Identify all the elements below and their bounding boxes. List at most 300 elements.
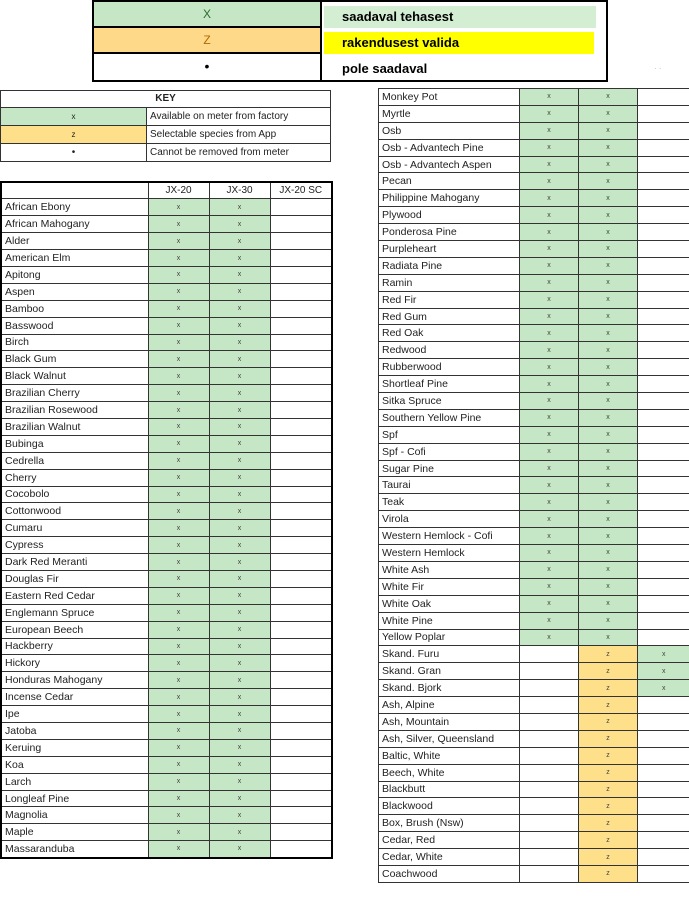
availability-cell: x [209, 266, 270, 283]
availability-cell [520, 764, 579, 781]
availability-cell: x [209, 621, 270, 638]
availability-cell: x [148, 469, 209, 486]
availability-cell: z [579, 781, 638, 798]
availability-cell: x [579, 190, 638, 207]
table-row [379, 105, 689, 122]
table-row [1, 250, 332, 267]
availability-cell: x [148, 723, 209, 740]
table-row [379, 798, 689, 815]
availability-cell [270, 824, 332, 841]
availability-cell: z [579, 764, 638, 781]
availability-cell: x [209, 807, 270, 824]
availability-cell: x [148, 486, 209, 503]
availability-cell: x [520, 291, 579, 308]
species-name: Osb - Advantech Pine [379, 139, 520, 156]
availability-cell: x [579, 291, 638, 308]
species-name: Ash, Mountain [379, 713, 520, 730]
availability-cell: x [209, 841, 270, 858]
availability-cell [270, 756, 332, 773]
availability-cell [270, 841, 332, 858]
table-row [1, 351, 332, 368]
availability-cell [270, 554, 332, 571]
species-name: Douglas Fir [1, 570, 148, 587]
availability-cell: x [520, 443, 579, 460]
availability-cell: x [209, 672, 270, 689]
availability-cell [638, 190, 689, 207]
availability-cell [270, 621, 332, 638]
availability-cell: x [579, 342, 638, 359]
availability-cell [638, 545, 689, 562]
species-name: Purpleheart [379, 241, 520, 258]
availability-cell: x [520, 545, 579, 562]
table-row [379, 291, 689, 308]
table-row [379, 849, 689, 866]
table-row [1, 334, 332, 351]
table-row [379, 781, 689, 798]
species-name: Baltic, White [379, 747, 520, 764]
species-table-right [378, 88, 689, 883]
availability-cell: x [148, 807, 209, 824]
availability-cell: x [579, 139, 638, 156]
availability-cell: x [520, 139, 579, 156]
species-name: Myrtle [379, 105, 520, 122]
species-name: Spf [379, 426, 520, 443]
availability-cell: x [209, 402, 270, 419]
availability-cell: x [209, 435, 270, 452]
species-name: African Mahogany [1, 216, 148, 233]
species-name: Redwood [379, 342, 520, 359]
species-name: Cedar, Red [379, 832, 520, 849]
availability-cell: z [579, 646, 638, 663]
availability-cell: x [520, 156, 579, 173]
table-row [1, 756, 332, 773]
availability-cell: x [579, 359, 638, 376]
availability-cell: x [209, 452, 270, 469]
table-row [379, 460, 689, 477]
species-name: Magnolia [1, 807, 148, 824]
availability-cell: x [520, 359, 579, 376]
availability-cell [270, 368, 332, 385]
table-row [379, 612, 689, 629]
availability-cell [638, 426, 689, 443]
availability-cell: x [520, 173, 579, 190]
availability-cell: x [579, 426, 638, 443]
availability-cell: x [520, 105, 579, 122]
availability-cell [270, 199, 332, 216]
availability-cell: x [520, 224, 579, 241]
table-row [379, 680, 689, 697]
availability-cell: x [209, 723, 270, 740]
availability-cell: x [148, 739, 209, 756]
availability-cell [520, 849, 579, 866]
table-row [379, 156, 689, 173]
availability-cell: x [148, 520, 209, 537]
key-row-fixed [1, 144, 330, 161]
availability-cell [270, 520, 332, 537]
availability-cell: x [209, 300, 270, 317]
availability-cell [270, 469, 332, 486]
table-row [379, 308, 689, 325]
availability-cell: x [579, 528, 638, 545]
species-name: Incense Cedar [1, 689, 148, 706]
availability-cell [638, 105, 689, 122]
availability-cell [638, 578, 689, 595]
availability-cell: x [209, 790, 270, 807]
species-name: Skand. Bjork [379, 680, 520, 697]
table-row [1, 621, 332, 638]
availability-cell: x [209, 334, 270, 351]
availability-cell: x [520, 190, 579, 207]
availability-cell: x [148, 402, 209, 419]
species-name: Cedar, White [379, 849, 520, 866]
table-row [1, 723, 332, 740]
species-name: Virola [379, 511, 520, 528]
species-name: Western Hemlock - Cofi [379, 528, 520, 545]
table-row [1, 604, 332, 621]
table-row [1, 841, 332, 858]
table-row [379, 561, 689, 578]
key-factory-symbol: x [1, 108, 147, 125]
availability-cell: x [579, 156, 638, 173]
availability-cell: x [579, 122, 638, 139]
species-name: Basswood [1, 317, 148, 334]
availability-cell: x [520, 409, 579, 426]
table-row [1, 402, 332, 419]
species-name: White Pine [379, 612, 520, 629]
availability-cell: z [579, 663, 638, 680]
availability-cell [638, 612, 689, 629]
table-row [379, 139, 689, 156]
key-fixed-text: Cannot be removed from meter [150, 147, 289, 158]
table-row [379, 274, 689, 291]
species-name: Southern Yellow Pine [379, 409, 520, 426]
availability-cell [638, 224, 689, 241]
availability-cell: x [520, 511, 579, 528]
availability-cell [270, 402, 332, 419]
availability-cell: x [520, 528, 579, 545]
availability-cell [638, 89, 689, 106]
availability-cell: x [520, 257, 579, 274]
legend-factory-label: saadaval tehasest [324, 6, 596, 28]
table-row [1, 739, 332, 756]
species-name: Radiata Pine [379, 257, 520, 274]
species-name: Osb [379, 122, 520, 139]
availability-cell [270, 385, 332, 402]
table-row [1, 824, 332, 841]
availability-cell [638, 764, 689, 781]
species-name: Longleaf Pine [1, 790, 148, 807]
availability-cell [638, 122, 689, 139]
availability-cell: x [520, 89, 579, 106]
availability-cell: x [579, 460, 638, 477]
availability-cell: x [148, 418, 209, 435]
species-name: Black Gum [1, 351, 148, 368]
table-row [1, 503, 332, 520]
availability-cell: x [148, 334, 209, 351]
table-row [379, 832, 689, 849]
species-name: Western Hemlock [379, 545, 520, 562]
availability-cell [270, 452, 332, 469]
species-name: Brazilian Rosewood [1, 402, 148, 419]
table-row [379, 257, 689, 274]
availability-cell: z [579, 832, 638, 849]
availability-cell: x [520, 477, 579, 494]
availability-cell: x [209, 824, 270, 841]
availability-cell [638, 629, 689, 646]
availability-cell: x [520, 494, 579, 511]
availability-cell [270, 283, 332, 300]
legend-selectable-label: rakendusest valida [324, 32, 594, 54]
availability-cell: x [520, 612, 579, 629]
species-name: Cottonwood [1, 503, 148, 520]
availability-cell [638, 460, 689, 477]
species-name: Blackbutt [379, 781, 520, 798]
availability-cell [638, 156, 689, 173]
availability-cell: x [520, 595, 579, 612]
availability-cell: x [520, 376, 579, 393]
table-row [379, 89, 689, 106]
availability-cell [638, 207, 689, 224]
table-row [379, 190, 689, 207]
species-name: Skand. Gran [379, 663, 520, 680]
table-row [1, 317, 332, 334]
table-row [1, 706, 332, 723]
availability-cell: x [520, 578, 579, 595]
availability-cell: x [148, 706, 209, 723]
availability-cell: x [579, 207, 638, 224]
table-row [1, 435, 332, 452]
availability-cell [638, 477, 689, 494]
availability-cell: z [579, 815, 638, 832]
table-row [379, 426, 689, 443]
availability-cell: x [579, 545, 638, 562]
table-row [1, 418, 332, 435]
availability-cell: x [209, 250, 270, 267]
availability-cell: z [579, 730, 638, 747]
table-row [379, 207, 689, 224]
availability-cell [638, 595, 689, 612]
key-row-selectable [1, 126, 330, 144]
species-name: Beech, White [379, 764, 520, 781]
availability-cell: z [579, 680, 638, 697]
availability-cell: x [579, 105, 638, 122]
availability-cell [520, 713, 579, 730]
table-row [1, 216, 332, 233]
availability-cell [520, 747, 579, 764]
availability-cell [638, 359, 689, 376]
species-name: Massaranduba [1, 841, 148, 858]
table-row [379, 224, 689, 241]
species-name: African Ebony [1, 199, 148, 216]
availability-cell: x [579, 443, 638, 460]
availability-cell: x [148, 385, 209, 402]
availability-cell: x [638, 663, 689, 680]
faint-mark: · · [654, 64, 662, 73]
table-row [1, 266, 332, 283]
species-name: American Elm [1, 250, 148, 267]
species-name: Cherry [1, 469, 148, 486]
table-row [1, 537, 332, 554]
table-row [379, 815, 689, 832]
species-name: Sitka Spruce [379, 393, 520, 410]
species-name: Koa [1, 756, 148, 773]
availability-cell: x [148, 554, 209, 571]
availability-cell: x [520, 342, 579, 359]
availability-cell [270, 317, 332, 334]
legend-unavailable-swatch: • [94, 54, 322, 80]
availability-cell: x [209, 655, 270, 672]
availability-cell [520, 663, 579, 680]
availability-cell: x [148, 351, 209, 368]
availability-cell [638, 561, 689, 578]
availability-cell: x [579, 257, 638, 274]
species-name: Aspen [1, 283, 148, 300]
key-factory-text: Available on meter from factory [150, 111, 289, 122]
availability-cell [270, 216, 332, 233]
availability-cell [638, 713, 689, 730]
availability-cell: x [148, 621, 209, 638]
availability-cell: x [148, 317, 209, 334]
availability-cell [270, 435, 332, 452]
availability-cell [638, 815, 689, 832]
availability-cell: x [209, 199, 270, 216]
species-name: Taurai [379, 477, 520, 494]
table-row [1, 773, 332, 790]
availability-cell: x [209, 317, 270, 334]
table-row [379, 325, 689, 342]
key-box [0, 90, 331, 162]
availability-cell: x [579, 241, 638, 258]
species-name: Cedrella [1, 452, 148, 469]
availability-cell: x [148, 537, 209, 554]
availability-cell: x [209, 469, 270, 486]
table-row [1, 486, 332, 503]
availability-cell [638, 697, 689, 714]
table-row [1, 300, 332, 317]
availability-cell [638, 139, 689, 156]
availability-cell: x [148, 250, 209, 267]
availability-cell: x [520, 241, 579, 258]
availability-cell [638, 393, 689, 410]
column-header: JX-20 [148, 182, 209, 199]
availability-cell [638, 730, 689, 747]
table-row [379, 241, 689, 258]
availability-cell: x [148, 604, 209, 621]
column-header: JX-30 [209, 182, 270, 199]
availability-cell: x [209, 689, 270, 706]
availability-cell: x [148, 503, 209, 520]
species-name: Apitong [1, 266, 148, 283]
availability-cell: x [579, 477, 638, 494]
table-header-row [1, 182, 332, 199]
availability-cell [270, 334, 332, 351]
availability-cell: x [148, 435, 209, 452]
species-name: Ash, Silver, Queensland [379, 730, 520, 747]
availability-cell: x [579, 511, 638, 528]
table-row [1, 554, 332, 571]
availability-cell: x [579, 578, 638, 595]
table-row [1, 283, 332, 300]
availability-cell: x [148, 841, 209, 858]
species-name: Eastern Red Cedar [1, 587, 148, 604]
table-row [379, 629, 689, 646]
table-row [379, 376, 689, 393]
table-row [379, 646, 689, 663]
species-name: Pecan [379, 173, 520, 190]
table-row [379, 342, 689, 359]
table-row [1, 807, 332, 824]
species-name: Cypress [1, 537, 148, 554]
table-row [1, 672, 332, 689]
availability-cell: x [579, 376, 638, 393]
species-name: Ash, Alpine [379, 697, 520, 714]
species-name: Dark Red Meranti [1, 554, 148, 571]
species-name: Shortleaf Pine [379, 376, 520, 393]
availability-cell: x [209, 368, 270, 385]
species-name: Osb - Advantech Aspen [379, 156, 520, 173]
species-name: Coachwood [379, 865, 520, 882]
availability-cell: x [148, 790, 209, 807]
availability-cell: x [209, 706, 270, 723]
availability-cell: x [209, 418, 270, 435]
availability-cell: x [209, 351, 270, 368]
availability-cell: z [579, 865, 638, 882]
availability-cell: x [209, 216, 270, 233]
table-row [1, 469, 332, 486]
availability-cell [520, 680, 579, 697]
table-row [379, 730, 689, 747]
availability-cell [270, 672, 332, 689]
table-row [379, 443, 689, 460]
availability-cell [638, 173, 689, 190]
availability-cell: x [520, 122, 579, 139]
species-name: Cocobolo [1, 486, 148, 503]
availability-cell [270, 604, 332, 621]
availability-cell [638, 781, 689, 798]
table-row [379, 578, 689, 595]
availability-cell [270, 351, 332, 368]
availability-cell: x [148, 570, 209, 587]
species-name: Birch [1, 334, 148, 351]
availability-cell [638, 308, 689, 325]
availability-cell: x [209, 554, 270, 571]
species-name: Box, Brush (Nsw) [379, 815, 520, 832]
species-name: Brazilian Cherry [1, 385, 148, 402]
availability-cell [270, 266, 332, 283]
availability-cell: x [520, 274, 579, 291]
species-name: Ipe [1, 706, 148, 723]
availability-cell [638, 443, 689, 460]
table-row [379, 697, 689, 714]
table-row [379, 477, 689, 494]
availability-cell: x [579, 224, 638, 241]
availability-cell: x [520, 393, 579, 410]
availability-cell: x [148, 368, 209, 385]
species-name: Jatoba [1, 723, 148, 740]
species-name: Ponderosa Pine [379, 224, 520, 241]
table-row [379, 663, 689, 680]
availability-cell: x [520, 460, 579, 477]
species-name: Hackberry [1, 638, 148, 655]
table-row [379, 865, 689, 882]
species-name: European Beech [1, 621, 148, 638]
availability-cell: x [148, 300, 209, 317]
availability-cell: x [579, 274, 638, 291]
species-name: Monkey Pot [379, 89, 520, 106]
availability-cell [270, 418, 332, 435]
availability-cell [270, 503, 332, 520]
availability-cell [520, 646, 579, 663]
